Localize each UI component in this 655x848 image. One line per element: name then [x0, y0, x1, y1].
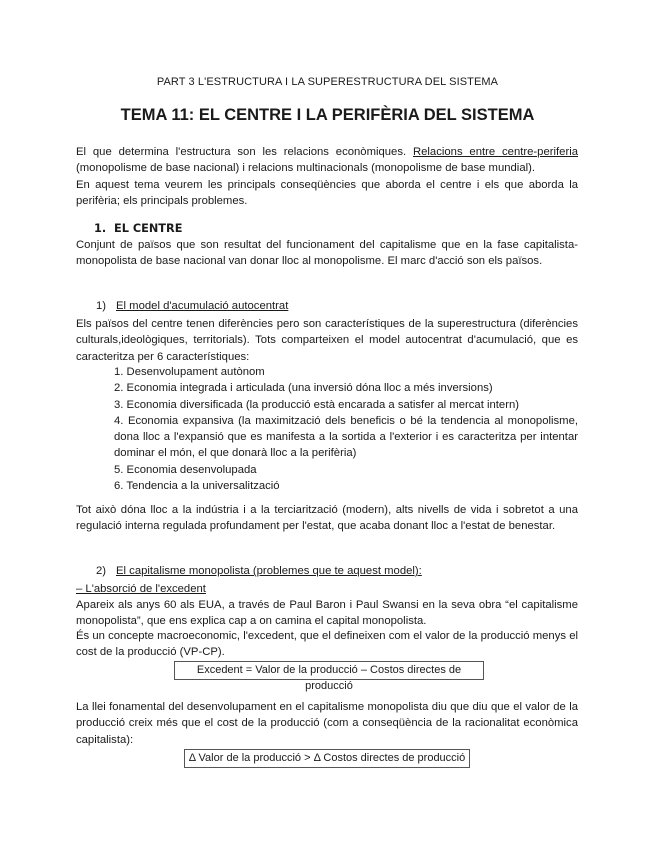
list-item: 1. Desenvolupament autònom	[114, 366, 265, 378]
conclusion-paragraph: Tot això dóna lloc a la indústria i a la terciarització (modern), alts nivells de vida i sobretot a una regulació interna regulada profundament per l'estat, que acaba donant lloc a l'estat de benestar.	[76, 504, 578, 533]
subsection-paragraph: És un concepte macroeconomic, l'excedent, que el defineixen com el valor de la producció menys el cost de la producció (VP-CP).	[76, 630, 578, 659]
section-title: EL CENTRE	[114, 222, 183, 235]
section-number: 1.	[94, 222, 107, 235]
formula-box-1: Excedent = Valor de la producció – Costos directes de producció	[174, 661, 484, 680]
subsection-number: 1)	[96, 300, 107, 312]
subsection-heading-2	[96, 565, 422, 577]
section-heading-centre	[94, 222, 182, 235]
characteristics-list	[114, 364, 578, 494]
subsection-paragraph: Els països del centre tenen diferències pero son característiques de la superestructura (diferències culturals,ideològiques, territorials). Tots comparteixen el model autocentrat d'acumulació, que es caracteritza per 6 característiques:	[76, 318, 578, 363]
list-item: 2. Economia integrada i articulada (una inversió dóna lloc a més inversions)	[114, 382, 493, 395]
subsection-title: El capitalisme monopolista (problemes que te aquest model):	[116, 565, 422, 577]
intro-paragraph-2: En aquest tema veurem les principals conseqüències que aborda el centre i els que aborda la perifèria; els principals problemes.	[76, 179, 578, 208]
intro-paragraph-1	[76, 144, 578, 177]
subsection-title: El model d'acumulació autocentrat	[116, 300, 289, 312]
subsection-number: 2)	[96, 565, 107, 577]
part-heading: PART 3 L'ESTRUCTURA I LA SUPERESTRUCTURA DEL SISTEMA	[156, 76, 499, 88]
intro-underlined-phrase: Relacions entre centre-periferia	[412, 146, 578, 158]
list-item: 6. Tendencia a la universalització	[114, 480, 280, 493]
formula-box-2: Δ Valor de la producció > Δ Costos directes de producció	[184, 749, 470, 768]
subsection-paragraph: Apareix als anys 60 als EUA, a través de Paul Baron i Paul Swansi en la seva obra “el capitalisme monopolista”, que ens explica cap a on camina el capital monopolista.	[76, 599, 578, 628]
list-item: 3. Economia diversificada (la producció està encarada a satisfer al mercat intern)	[114, 398, 520, 411]
list-item: 5. Economia desenvolupada	[114, 463, 257, 476]
list-item: 4. Economia expansiva (la maximització dels beneficis o bé la tendencia al monopolisme, dona lloc a l'expansió que es manifesta a la sortida a l'exterior i es caracteritza per intentar dominar el món, el que donarà lloc a la perifèria)	[114, 414, 578, 460]
intro-text-b: (monopolisme de base nacional) i relacions multinacionals (monopolisme de base mundial).	[76, 162, 536, 175]
subsection-heading-1	[96, 300, 288, 312]
page-title: TEMA 11: EL CENTRE I LA PERIFÈRIA DEL SISTEMA	[120, 106, 535, 124]
subsection-subheading: – L'absorció de l'excedent	[76, 583, 206, 595]
intro-text-a: El que determina l'estructura son les relacions econòmiques.	[76, 146, 413, 158]
subsection-paragraph: La llei fonamental del desenvolupament en el capitalisme monopolista diu que diu que el valor de la producció creix més que el cost de la producció (com a conseqüència de la racionalitat econòmica capitalista):	[76, 701, 578, 746]
section-paragraph: Conjunt de països que son resultat del funcionament del capitalisme que en la fase capitalista-monopolista de base nacional van donar lloc al monopolisme. El marc d'acció son els països.	[76, 239, 578, 268]
